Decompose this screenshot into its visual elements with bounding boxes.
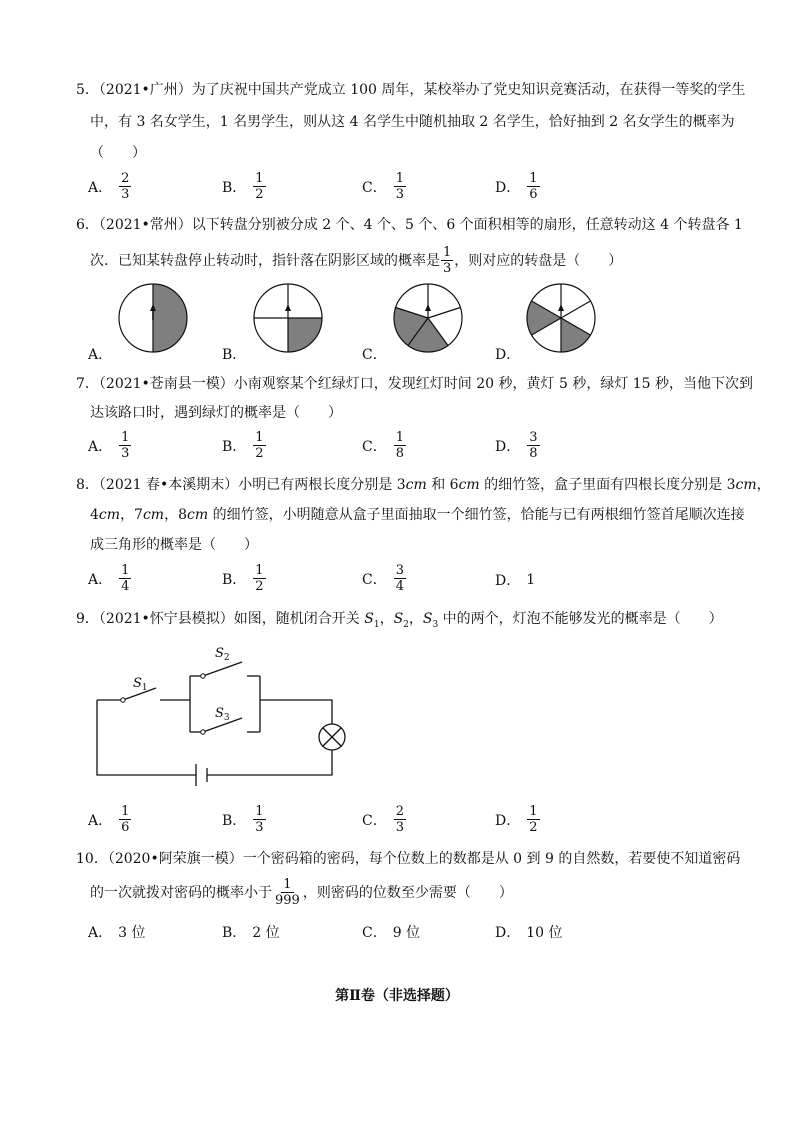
q6-option-d[interactable]: D． [495,347,521,363]
q9-line1: 9．（2021•怀宁县模拟）如图，随机闭合开关 $S_1$，$S_2$，$S_3$ 中的两个，灯泡不能够发光的概率是（ ） [76,611,723,630]
q7-option-c[interactable]: C． $\frac{1}{8}$ [362,430,404,461]
q8-line1: 8．（2021 春•本溪期末）小明已有两根长度分别是 3cm 和 6cm 的细竹签，盒子里面有四根长度分别是 3cm， [76,477,771,493]
q9-option-d[interactable]: D． $\frac{1}{2}$ [495,804,538,835]
q8-option-a[interactable]: A． $\frac{1}{4}$ [88,563,130,594]
circuit-diagram [90,640,370,805]
spinner-a-diagram [115,280,195,360]
q7-line2: 达该路口时，遇到绿灯的概率是（ ） [90,405,342,421]
q5-option-d[interactable]: D． $\frac{1}{6}$ [495,171,538,202]
q10-line2: 的一次就拨对密码的概率小于 $\frac{1}{999}$ ，则密码的位数至少需要（ ） [90,877,513,908]
q5-option-c[interactable]: C． $\frac{1}{3}$ [362,171,404,202]
q5-line2: 中，有 3 名女学生，1 名男学生，则从这 4 名学生中随机抽取 2 名学生，恰好抽到 2 名女学生的概率为 [90,114,735,130]
switch-s3-label: $S_3$ [215,706,230,723]
q8-option-d[interactable]: D． 1 [495,572,536,589]
q6-line2: 次．已知某转盘停止转动时，指针落在阴影区域的概率是 $\frac{1}{3}$ ，则对应的转盘是（ ） [90,245,623,276]
spinner-c-diagram [390,280,470,360]
switch-s2-label: $S_2$ [215,646,230,663]
q9-option-c[interactable]: C． $\frac{2}{3}$ [362,804,404,835]
q9-option-b[interactable]: B． $\frac{1}{3}$ [222,804,264,835]
q7-option-b[interactable]: B． $\frac{1}{2}$ [222,430,264,461]
q5-line1: 5．（2021•广州）为了庆祝中国共产党成立 100 周年，某校举办了党史知识竞赛活动，在获得一等奖的学生 [76,82,746,98]
q8-line3: 成三角形的概率是（ ） [90,537,258,553]
q9-option-a[interactable]: A． $\frac{1}{6}$ [88,804,130,835]
q5-option-b[interactable]: B． $\frac{1}{2}$ [222,171,264,202]
q6-option-c[interactable]: C． [362,347,387,363]
spinner-d-diagram [523,280,603,360]
q8-line2: 4cm，7cm，8cm 的细竹签，小明随意从盒子里面抽取一个细竹签，恰能与已有两根细竹签首尾顺次连接 [90,507,745,523]
q7-option-a[interactable]: A． $\frac{1}{3}$ [88,430,130,461]
q5-line3: （ ） [90,145,146,161]
q10-option-a[interactable]: A． 3 位 [88,925,146,941]
q10-option-d[interactable]: D． 10 位 [495,925,563,941]
switch-s1-label: $S_1$ [133,676,148,693]
q10-option-b[interactable]: B． 2 位 [222,925,280,941]
q10-line1: 10．（2020•阿荣旗一模）一个密码箱的密码，每个位数上的数都是从 0 到 9 的自然数，若要使不知道密码 [76,851,741,867]
q6-option-b[interactable]: B． [222,347,247,363]
section-title: 第Ⅱ卷（非选择题） [335,988,459,1004]
q7-option-d[interactable]: D． $\frac{3}{8}$ [495,430,538,461]
q6-line1: 6．（2021•常州）以下转盘分别被分成 2 个、4 个、5 个、6 个面积相等的扇形，任意转动这 4 个转盘各 1 [76,217,743,233]
q10-option-c[interactable]: C． 9 位 [362,925,421,941]
q7-line1: 7．（2021•苍南县一模）小南观察某个红绿灯口，发现红灯时间 20 秒，黄灯 5 秒，绿灯 15 秒，当他下次到 [76,376,754,392]
q8-option-b[interactable]: B． $\frac{1}{2}$ [222,563,264,594]
spinner-b-diagram [250,280,330,360]
q6-option-a[interactable]: A． [88,347,113,363]
q8-option-c[interactable]: C． $\frac{3}{4}$ [362,563,404,594]
q5-option-a[interactable]: A． $\frac{2}{3}$ [88,171,130,202]
